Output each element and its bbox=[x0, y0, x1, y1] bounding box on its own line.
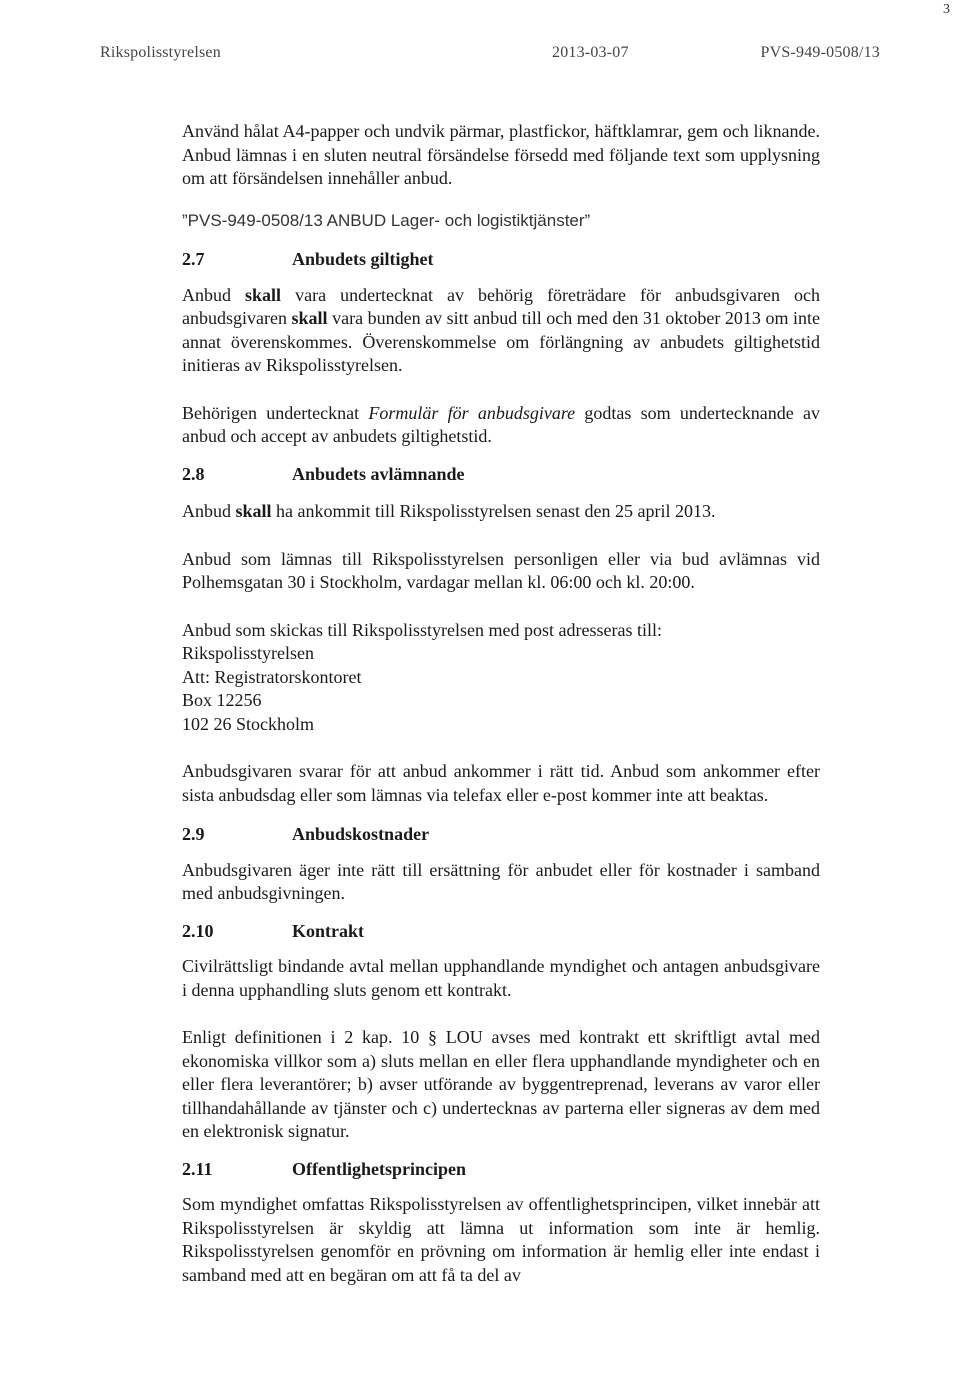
header-reference: PVS-949-0508/13 bbox=[760, 44, 880, 61]
address-line: Att: Registratorskontoret bbox=[182, 666, 362, 687]
envelope-label-text: ”PVS-949-0508/13 ANBUD Lager- och logistiktjänster” bbox=[182, 210, 591, 230]
header-date: 2013-03-07 bbox=[552, 44, 629, 61]
section-number: 2.8 bbox=[182, 463, 205, 484]
section-number: 2.10 bbox=[182, 920, 214, 941]
s27-paragraph-1: Anbud skall vara undertecknat av behörig företrädare för anbudsgivaren och anbudsgivaren skall vara bunden av sitt anbud till och med den 31 oktober 2013 om inte annat överenskommes. Överenskommelse om förlängning av anbudets giltighetstid initieras av Rikspolisstyrelsen. bbox=[182, 284, 821, 375]
section-title: Anbudskostnader bbox=[292, 824, 430, 844]
section-number: 2.7 bbox=[182, 249, 205, 269]
section-2-8-heading bbox=[182, 463, 820, 487]
section-number: 2.11 bbox=[182, 1158, 213, 1179]
address-line: Rikspolisstyrelsen bbox=[182, 643, 315, 663]
s210-paragraph-1: Civilrättsligt bindande avtal mellan upphandlande myndighet och antagen anbudsgivare i denna upphandling sluts genom ett kontrakt. bbox=[182, 956, 820, 1000]
s28-paragraph-1: Anbud skall ha ankommit till Rikspolisstyrelsen senast den 25 april 2013. bbox=[182, 501, 716, 521]
s211-paragraph-1: Som myndighet omfattas Rikspolisstyrelsen av offentlighetsprincipen, vilket innebär att Rikspolisstyrelsen är skyldig att lämna ut information som inte är hemlig. Rikspolisstyrelsen genomför en prövning om information är hemlig eller inte endast i samband med att en begäran om att få ta del av bbox=[182, 1194, 820, 1285]
postal-address bbox=[182, 642, 820, 736]
header-org: Rikspolisstyrelsen bbox=[100, 44, 221, 61]
section-2-9-heading bbox=[182, 823, 820, 847]
s28-paragraph-3: Anbud som skickas till Rikspolisstyrelsen med post adresseras till: bbox=[182, 619, 662, 640]
s210-paragraph-2: Enligt definitionen i 2 kap. 10 § LOU avses med kontrakt ett skriftligt avtal med ekonomiska villkor som a) sluts mellan en eller flera upphandlande myndigheter och en eller flera leverantörer; b) avser utförande av byggentreprenad, leverans av varor eller tillhandahållande av tjänster och c) undertecknas av parterna eller signeras av dem med en elektronisk signatur. bbox=[182, 1027, 820, 1141]
section-title: Offentlighetsprincipen bbox=[292, 1158, 466, 1179]
s28-paragraph-2: Anbud som lämnas till Rikspolisstyrelsen personligen eller via bud avlämnas vid Polhemsgatan 30 i Stockholm, vardagar mellan kl. 06:00 och kl. 20:00. bbox=[182, 548, 820, 592]
address-line: Box 12256 bbox=[182, 690, 262, 710]
page-number: 3 bbox=[943, 2, 950, 17]
section-2-10-heading bbox=[182, 920, 820, 944]
section-2-7-heading bbox=[182, 248, 820, 272]
address-line: 102 26 Stockholm bbox=[182, 713, 315, 734]
document-body bbox=[182, 120, 820, 1287]
s27-paragraph-2: Behörigen undertecknat Formulär för anbudsgivare godtas som undertecknande av anbud och accept av anbudets giltighetstid. bbox=[182, 402, 820, 446]
intro-paragraph: Använd hålat A4-papper och undvik pärmar, plastfickor, häftklamrar, gem och liknande. Anbud lämnas i en sluten neutral försändelse försedd med följande text som upplysning om att försändelsen innehåller anbud. bbox=[182, 121, 820, 188]
section-2-11-heading bbox=[182, 1158, 820, 1182]
section-number: 2.9 bbox=[182, 824, 205, 844]
s29-paragraph-1: Anbudsgivaren äger inte rätt till ersättning för anbudet eller för kostnader i samband med anbudsgivningen. bbox=[182, 859, 820, 903]
section-title: Anbudets avlämnande bbox=[292, 463, 465, 484]
section-title: Anbudets giltighet bbox=[292, 249, 434, 269]
section-title: Kontrakt bbox=[292, 920, 364, 941]
s28-paragraph-4: Anbudsgivaren svarar för att anbud ankommer i rätt tid. Anbud som ankommer efter sista anbudsdag eller som lämnas via telefax eller e-post kommer inte att beaktas. bbox=[182, 761, 820, 805]
